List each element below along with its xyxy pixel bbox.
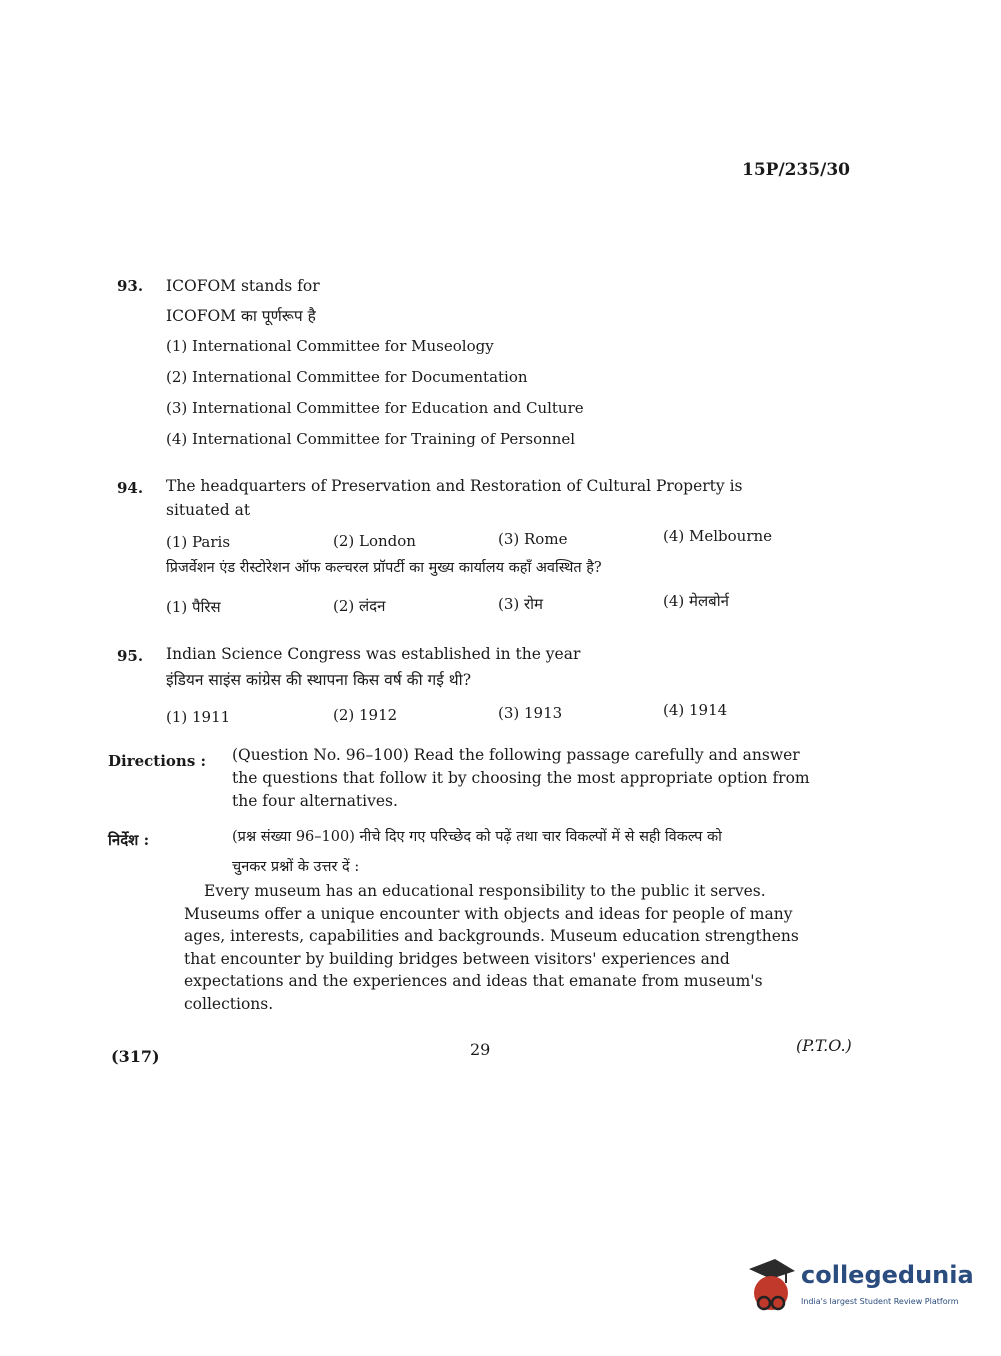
question-94-option-en-4: (4) Melbourne <box>663 527 773 545</box>
directions-label-en: Directions : <box>108 752 207 770</box>
question-94-text-en-line2: situated at <box>166 501 251 519</box>
question-93-option-3: (3) International Committee for Education and Culture <box>166 399 584 417</box>
question-93-option-2: (2) International Committee for Documentation <box>166 368 528 386</box>
question-94-option-en-1: (1) Paris <box>166 533 231 551</box>
question-95-option-3: (3) 1913 <box>498 704 563 722</box>
brand-name: collegedunia <box>801 1261 974 1289</box>
passage-line: ages, interests, capabilities and backgrounds. Museum education strengthens <box>184 927 799 945</box>
question-94-option-hi-2: (2) लंदन <box>333 597 386 615</box>
directions-line: the four alternatives. <box>232 792 398 810</box>
passage-line: Every museum has an educational responsibility to the public it serves. <box>204 882 766 900</box>
question-95-text-hi: इंडियन साइंस कांग्रेस की स्थापना किस वर्ष की गई थी? <box>166 671 472 689</box>
directions-line: the questions that follow it by choosing the most appropriate option from <box>232 769 810 787</box>
directions-text-en <box>232 744 810 813</box>
directions-line-hi: चुनकर प्रश्नों के उत्तर दें : <box>232 859 360 875</box>
directions-text-hi <box>232 822 722 882</box>
question-94-text-en-line1: The headquarters of Preservation and Restoration of Cultural Property is <box>166 477 743 495</box>
question-number-95: 95. <box>117 647 144 665</box>
directions-line: (Question No. 96–100) Read the following passage carefully and answer <box>232 746 800 764</box>
question-94-option-en-2: (2) London <box>333 532 416 550</box>
passage-line: that encounter by building bridges between visitors' experiences and <box>184 949 730 968</box>
question-93-option-1: (1) International Committee for Museology <box>166 337 494 355</box>
pto-label: (P.T.O.) <box>796 1036 852 1055</box>
passage <box>184 880 856 1015</box>
footer-code: (317) <box>111 1047 160 1066</box>
brand-tagline: India's largest Student Review Platform <box>801 1297 959 1306</box>
question-93-option-4: (4) International Committee for Training of Personnel <box>166 430 576 448</box>
question-number-94: 94. <box>117 479 144 497</box>
passage-line: expectations and the experiences and ideas that emanate from museum's <box>184 972 763 990</box>
passage-line: Museums offer a unique encounter with objects and ideas for people of many <box>184 904 793 923</box>
question-94-option-en-3: (3) Rome <box>498 530 568 548</box>
question-number-93: 93. <box>117 277 144 295</box>
question-95-option-4: (4) 1914 <box>663 701 728 719</box>
paper-code: 15P/235/30 <box>742 160 851 180</box>
passage-line: collections. <box>184 994 274 1013</box>
question-93-text-en: ICOFOM stands for <box>166 277 320 295</box>
directions-line-hi: (प्रश्न संख्या 96–100) नीचे दिए गए परिच्छेद को पढ़ें तथा चार विकल्पों में से सही विकल्प को <box>232 829 722 845</box>
question-94-option-hi-1: (1) पैरिस <box>166 598 221 616</box>
page-number: 29 <box>470 1040 491 1059</box>
question-94-text-hi: प्रिजर्वेशन एंड रीस्टोरेशन ऑफ कल्चरल प्रॉपर्टी का मुख्य कार्यालय कहाँ अवस्थित है? <box>166 560 602 576</box>
mascot-icon <box>745 1259 797 1319</box>
question-94-option-hi-3: (3) रोम <box>498 595 544 613</box>
question-95-option-1: (1) 1911 <box>166 708 231 726</box>
question-94-option-hi-4: (4) मेलबोर्न <box>663 592 729 610</box>
question-95-text-en: Indian Science Congress was established in the year <box>166 645 581 663</box>
question-95-option-2: (2) 1912 <box>333 706 398 724</box>
collegedunia-logo <box>745 1257 974 1327</box>
question-93-text-hi: ICOFOM का पूर्णरूप है <box>166 307 316 325</box>
directions-label-hi: निर्देश : <box>108 831 150 849</box>
